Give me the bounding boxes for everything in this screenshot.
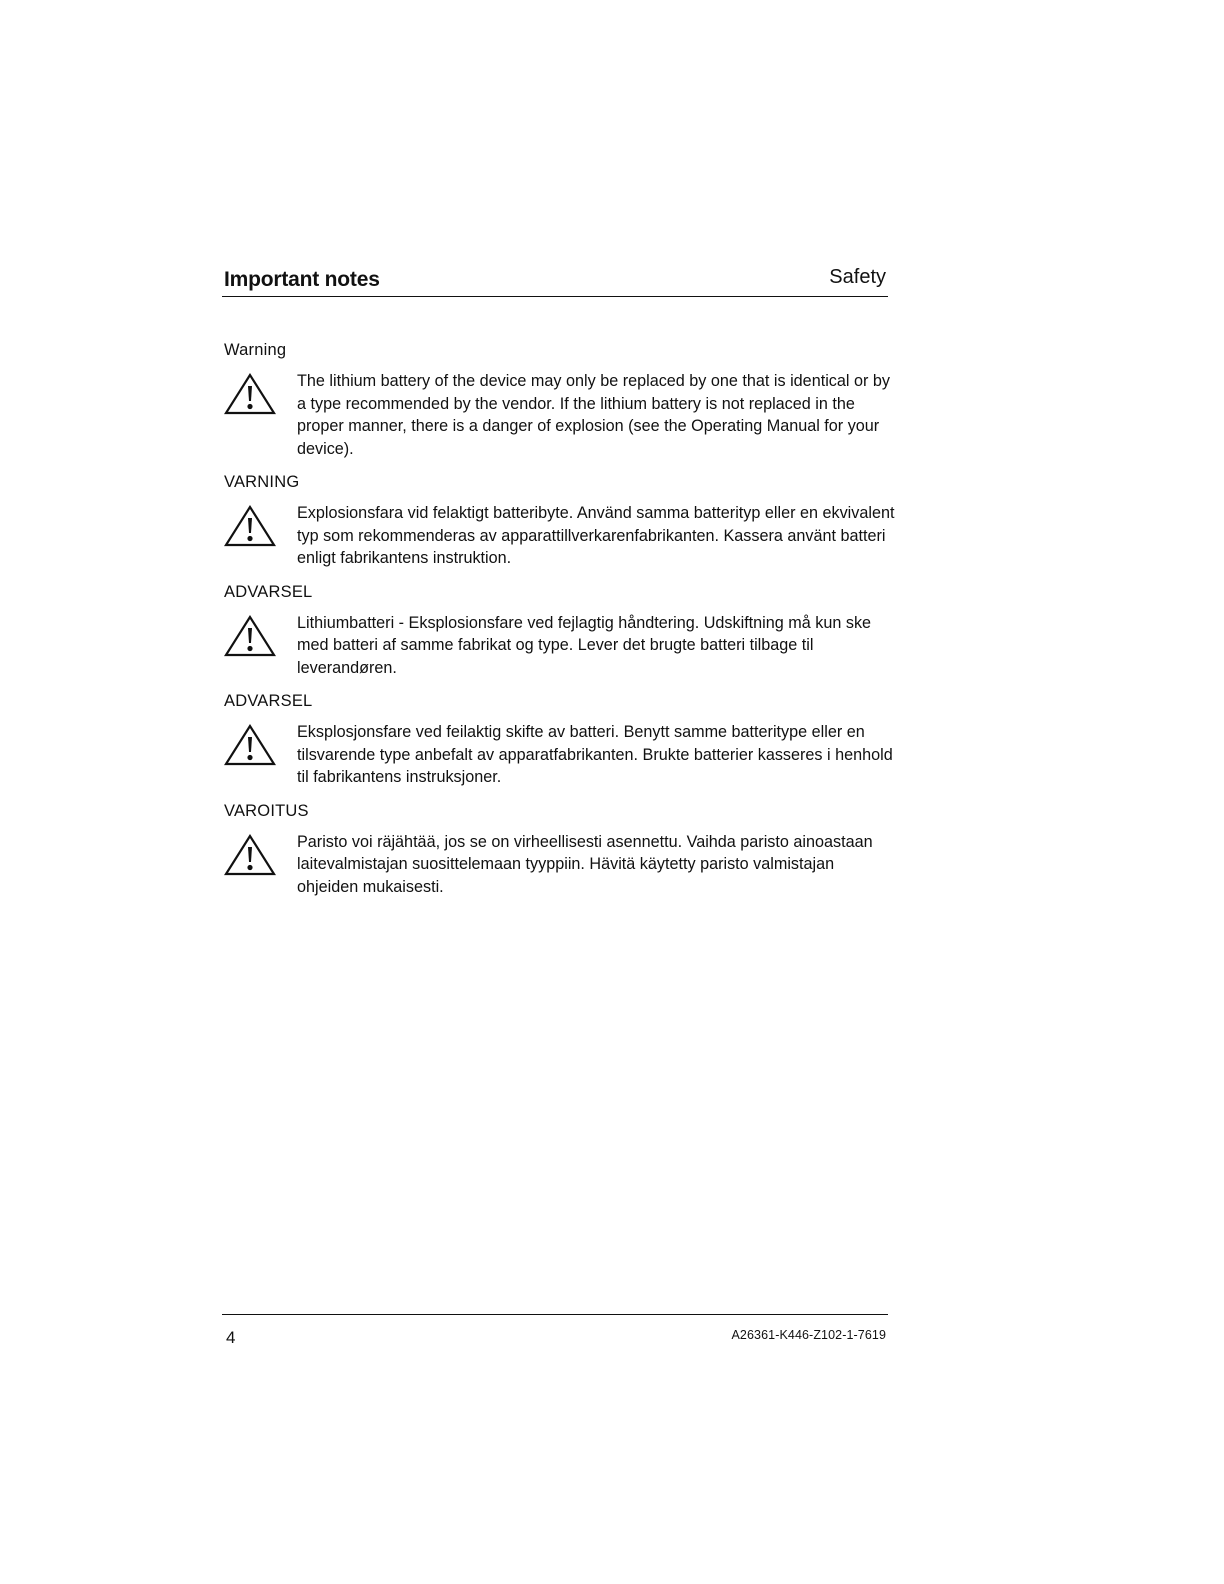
note-row [224, 370, 890, 460]
warning-triangle-icon [224, 723, 276, 767]
note-row [224, 502, 895, 570]
header-title: Important notes [224, 268, 380, 291]
note-text: Lithiumbatteri - Eksplosionsfare ved fejlagtig håndtering. Udskiftning må kun ske med batteri af samme fabrikat og type. Lever det brugte batteri tilbage til leverandøren. [297, 613, 872, 677]
note-finnish [224, 800, 890, 899]
note-heading: Warning [224, 341, 287, 359]
warning-triangle-icon [224, 614, 276, 658]
footer-rule [222, 1314, 888, 1315]
safety-notes [224, 339, 895, 898]
page-number: 4 [226, 1328, 236, 1347]
note-heading: VARNING [224, 473, 300, 491]
note-heading: ADVARSEL [224, 582, 313, 601]
note-text: Eksplosjonsfare ved feilaktig skifte av batteri. Benytt samme batteritype eller en tilsvarende type anbefalt av apparatfabrikanten. Brukte batterier kasseres i henhold til fabrikantens instruksjoner. [297, 723, 893, 786]
header-rule [222, 296, 888, 297]
note-heading: VAROITUS [224, 801, 309, 820]
note-text: Explosionsfara vid felaktigt batteribyte. Använd samma batterityp eller en ekvivalent typ som rekommenderas av apparattillverkarenfabrikanten. Kassera använt batteri enligt fabrikantens instruktion. [297, 504, 895, 567]
note-danish [224, 581, 890, 680]
warning-triangle-icon [224, 372, 276, 416]
note-text: The lithium battery of the device may only be replaced by one that is identical or by a type recommended by the vendor. If the lithium battery is not replaced in the proper manner, there is a danger of explosion (see the Operating Manual for your device). [297, 372, 890, 458]
note-swedish [224, 471, 895, 570]
warning-triangle-icon [224, 833, 276, 877]
page-header [224, 266, 888, 296]
note-heading: ADVARSEL [224, 692, 313, 710]
note-english [224, 339, 890, 460]
header-section: Safety [829, 266, 886, 288]
note-row [224, 721, 893, 789]
note-row [224, 831, 890, 899]
document-code: A26361-K446-Z102-1-7619 [731, 1328, 886, 1342]
warning-triangle-icon [224, 504, 276, 548]
note-norwegian [224, 690, 893, 789]
note-text: Paristo voi räjähtää, jos se on virheellisesti asennettu. Vaihda paristo ainoastaan laitevalmistajan suosittelemaan tyyppiin. Hävitä käytetty paristo valmistajan ohjeiden mukaisesti. [297, 832, 873, 896]
note-row [224, 612, 890, 680]
